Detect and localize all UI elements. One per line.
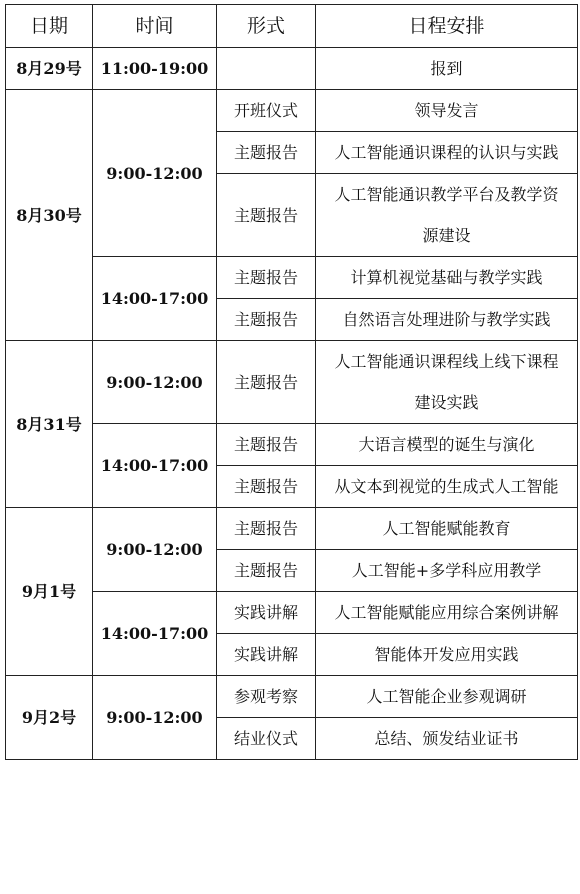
- time-cell: 9:00-12:00: [93, 676, 217, 760]
- topic-cell: 人工智能通识课程的认识与实践: [316, 132, 578, 174]
- date-cell: 8月31号: [6, 341, 93, 508]
- form-cell: 主题报告: [217, 424, 316, 466]
- topic-cell: 报到: [316, 48, 578, 90]
- header-row: [6, 5, 578, 48]
- table-row: [6, 508, 578, 550]
- topic-cell: 大语言模型的诞生与演化: [316, 424, 578, 466]
- form-cell: 主题报告: [217, 508, 316, 550]
- date-cell: 9月2号: [6, 676, 93, 760]
- form-cell: 主题报告: [217, 299, 316, 341]
- date-cell: 8月30号: [6, 90, 93, 341]
- time-cell: 14:00-17:00: [93, 257, 217, 341]
- schedule-table: [5, 4, 578, 760]
- topic-cell: 人工智能赋能教育: [316, 508, 578, 550]
- table-row: [6, 90, 578, 132]
- form-cell: 主题报告: [217, 132, 316, 174]
- time-cell: 14:00-17:00: [93, 424, 217, 508]
- form-cell: 实践讲解: [217, 634, 316, 676]
- form-cell: [217, 48, 316, 90]
- time-cell: 9:00-12:00: [93, 508, 217, 592]
- form-cell: 主题报告: [217, 174, 316, 257]
- time-cell: 9:00-12:00: [93, 90, 217, 257]
- header-schedule: 日程安排: [316, 5, 578, 48]
- form-cell: 主题报告: [217, 341, 316, 424]
- topic-cell: 人工智能通识课程线上线下课程建设实践: [316, 341, 578, 424]
- form-cell: 主题报告: [217, 466, 316, 508]
- form-cell: 参观考察: [217, 676, 316, 718]
- topic-cell: 计算机视觉基础与教学实践: [316, 257, 578, 299]
- form-cell: 主题报告: [217, 550, 316, 592]
- topic-cell: 人工智能通识教学平台及教学资源建设: [316, 174, 578, 257]
- topic-cell: 从文本到视觉的生成式人工智能: [316, 466, 578, 508]
- topic-cell: 人工智能赋能应用综合案例讲解: [316, 592, 578, 634]
- time-cell: 11:00-19:00: [93, 48, 217, 90]
- topic-cell: 自然语言处理进阶与教学实践: [316, 299, 578, 341]
- topic-cell: 人工智能企业参观调研: [316, 676, 578, 718]
- table-row: [6, 676, 578, 718]
- topic-cell: 人工智能+多学科应用教学: [316, 550, 578, 592]
- form-cell: 实践讲解: [217, 592, 316, 634]
- header-time: 时间: [93, 5, 217, 48]
- date-cell: 8月29号: [6, 48, 93, 90]
- header-form: 形式: [217, 5, 316, 48]
- header-date: 日期: [6, 5, 93, 48]
- form-cell: 主题报告: [217, 257, 316, 299]
- topic-cell: 领导发言: [316, 90, 578, 132]
- topic-cell: 智能体开发应用实践: [316, 634, 578, 676]
- time-cell: 14:00-17:00: [93, 592, 217, 676]
- date-cell: 9月1号: [6, 508, 93, 676]
- form-cell: 结业仪式: [217, 718, 316, 760]
- table-row: [6, 341, 578, 424]
- topic-cell: 总结、颁发结业证书: [316, 718, 578, 760]
- table-row: [6, 48, 578, 90]
- time-cell: 9:00-12:00: [93, 341, 217, 424]
- form-cell: 开班仪式: [217, 90, 316, 132]
